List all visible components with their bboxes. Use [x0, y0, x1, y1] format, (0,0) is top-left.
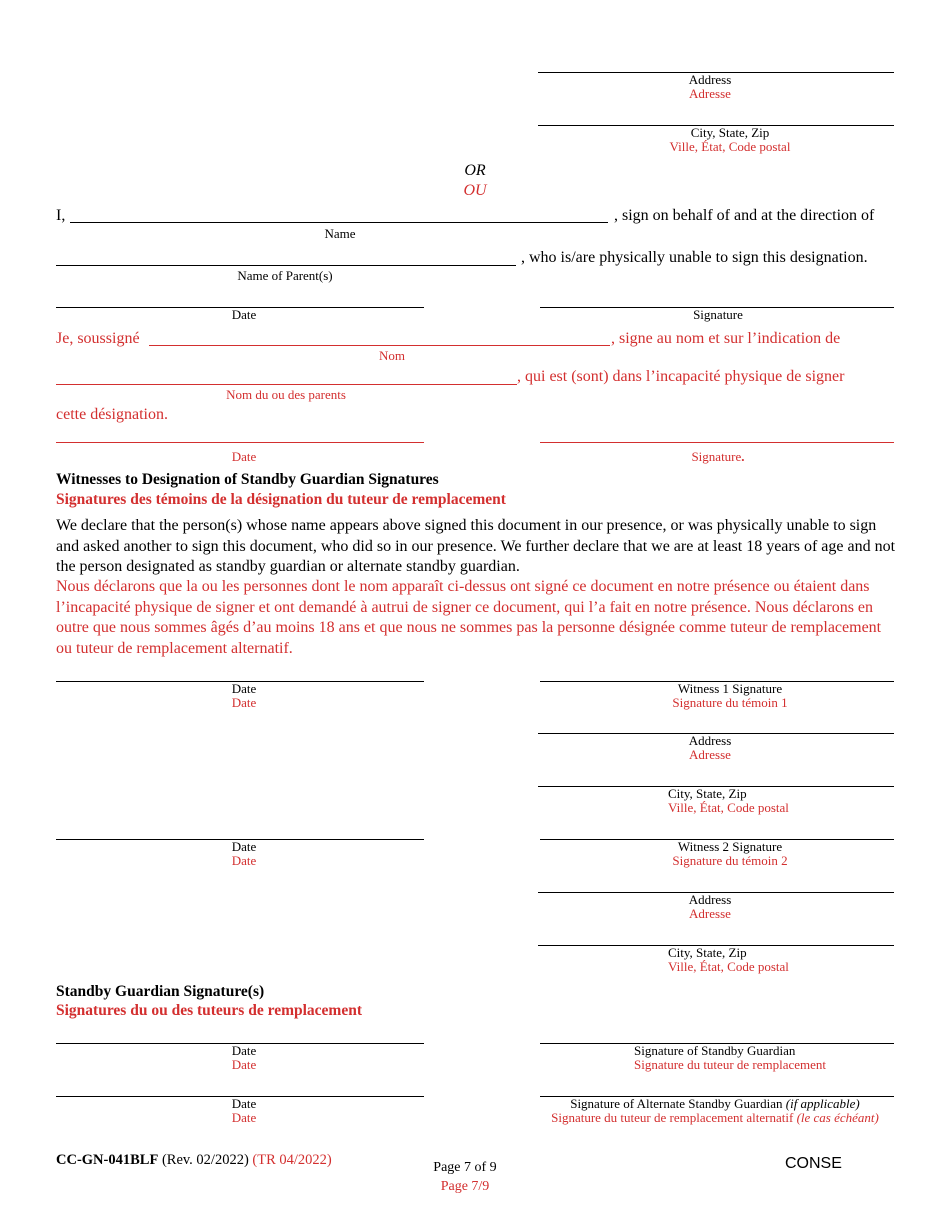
parent-name-label: Name of Parent(s) [237, 268, 333, 283]
proxy-fr-date-label: Date [231, 449, 257, 464]
conse-label: CONSE [785, 1155, 842, 1172]
guardian-heading-en: Standby Guardian Signature(s) [56, 983, 265, 1000]
witness1-signature-label: Witness 1 Signature Signature du témoin 1 [672, 681, 788, 710]
alt-guardian-signature-label: Signature of Alternate Standby Guardian (if applicable) Signature du tuteur de remplacement alternatif (le cas échéant) [551, 1096, 879, 1125]
witness-heading-fr: Signatures des témoins de la désignation du tuteur de remplacement [56, 491, 506, 508]
proxy-en-behalf-text: , sign on behalf of and at the direction of [614, 207, 875, 224]
proxy-fr-incapacite-text: , qui est (sont) dans l’incapacité physique de signer [517, 368, 845, 385]
witness1-date-label: Date Date [231, 681, 257, 710]
witness1-city-label: City, State, Zip Ville, État, Code postal [668, 786, 789, 815]
proxy-en-line1: I, [56, 207, 66, 224]
guardian-heading-fr: Signatures du ou des tuteurs de remplacement [56, 1002, 362, 1019]
witness-declaration-fr: Nous déclarons que la ou les personnes dont le nom apparaît ci-dessus ont signé ce document en notre présence ou étaient dans l’incapacité physique de signer et ont demandé à autrui de signer ce document, qui l’a fait en notre présence. Nous déclarons en outre que nous sommes âgés d’au moins 18 ans et que nous ne sommes pas la personne désignée comme tuteur de remplacement ou tuteur de remplacement alternatif. [56, 578, 882, 657]
form-id: CC-GN-041BLF (Rev. 02/2022) (TR 04/2022) [56, 1152, 332, 1168]
proxy-en-signature-label: Signature [693, 307, 743, 322]
proxy-en-unable-text: , who is/are physically unable to sign this designation. [521, 249, 868, 266]
proxy-en-date-label: Date [231, 307, 257, 322]
proxy-fr-signature-line[interactable] [540, 442, 894, 443]
witness-declaration-en: We declare that the person(s) whose name appears above signed this document in our presence, or was physically unable to sign and asked another to sign this document, who did so in our presence. We further declare that we are at least 18 years of age and not the person designated as standby guardian or alternate standby guardian. [56, 517, 896, 575]
proxy-fr-cette-text: cette désignation. [56, 406, 168, 423]
proxy-fr-nom-field[interactable] [149, 345, 610, 346]
proxy-name-field[interactable] [70, 222, 608, 223]
proxy-fr-date-line[interactable] [56, 442, 424, 443]
witness2-signature-label: Witness 2 Signature Signature du témoin 2 [672, 839, 788, 868]
witness2-city-label: City, State, Zip Ville, État, Code postal [668, 945, 789, 974]
guardian-signature-label: Signature of Standby Guardian Signature du tuteur de remplacement [634, 1043, 827, 1072]
witness2-address-label: Address Adresse [688, 892, 732, 921]
proxy-fr-je: Je, soussigné [56, 330, 140, 347]
address-label: Address Adresse [688, 72, 732, 101]
alt-guardian-date-label: Date Date [231, 1096, 257, 1125]
proxy-fr-signature-label: Signature. [691, 449, 745, 464]
city-state-zip-label: City, State, Zip Ville, État, Code postal [669, 125, 791, 154]
witness-heading-en: Witnesses to Designation of Standby Guardian Signatures [56, 471, 439, 488]
page-number: Page 7 of 9 Page 7/9 [433, 1160, 497, 1194]
guardian-date-label: Date Date [231, 1043, 257, 1072]
proxy-fr-parents-label: Nom du ou des parents [226, 387, 346, 402]
proxy-fr-parents-field[interactable] [56, 384, 517, 385]
proxy-fr-signe-text: , signe au nom et sur l’indication de [611, 330, 841, 347]
or-separator: OR OU [463, 162, 487, 199]
parent-name-field[interactable] [56, 265, 516, 266]
witness1-address-label: Address Adresse [688, 733, 732, 762]
witness2-date-label: Date Date [231, 839, 257, 868]
proxy-name-label: Name [324, 226, 356, 241]
proxy-fr-nom-label: Nom [379, 348, 405, 363]
